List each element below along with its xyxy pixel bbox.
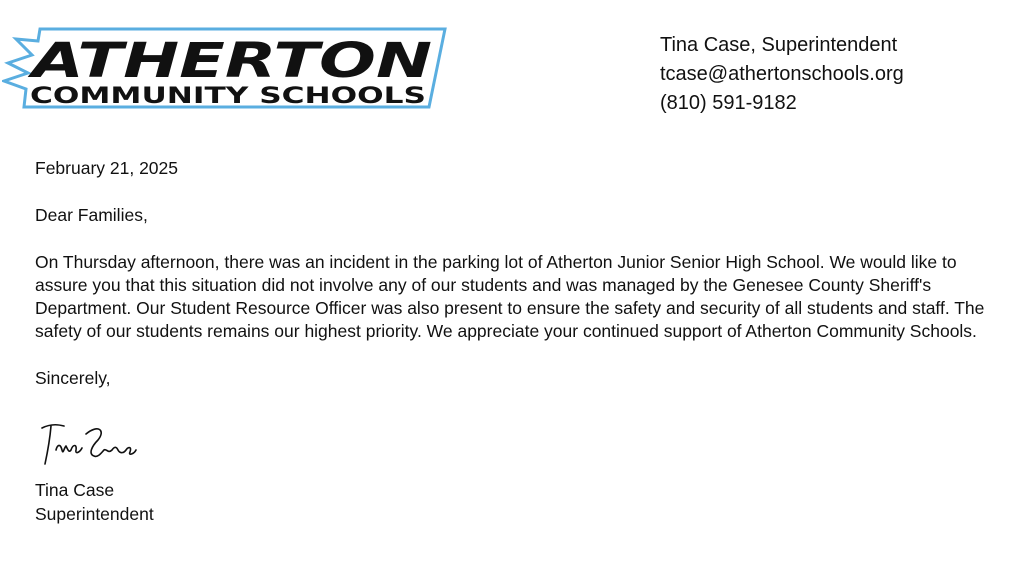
logo-subtitle-text: COMMUNITY SCHOOLS [30,84,426,109]
atherton-logo [2,25,448,111]
signature-image [38,420,138,470]
signer-name: Tina Case [35,480,115,500]
signature-stroke [42,425,136,464]
logo-graphic [2,25,448,111]
contact-email: tcase@athertonschools.org [660,63,904,85]
logo-name-text: ATHERTON [26,33,432,89]
signer-block [35,479,154,526]
letter-closing: Sincerely, [35,368,111,388]
contact-name-title: Tina Case, Superintendent [660,34,898,56]
signer-title: Superintendent [35,503,154,524]
letter-salutation: Dear Families, [35,205,148,225]
letter-date: February 21, 2025 [35,158,179,178]
letter-body: On Thursday afternoon, there was an incident in the parking lot of Atherton Junior Senior High School. We would like to assure you that this situation did not involve any of our students and was managed by the Genesee County Sheriff's Department. Our Student Resource Officer was also present to ensure the safety and security of all students and staff. The safety of our students remains our highest priority. We appreciate your continued support of Atherton Community Schools. [35,252,985,341]
contact-info [660,31,904,118]
signature-graphic [38,420,138,470]
letter-content [35,157,995,390]
contact-phone: (810) 591-9182 [660,92,797,114]
